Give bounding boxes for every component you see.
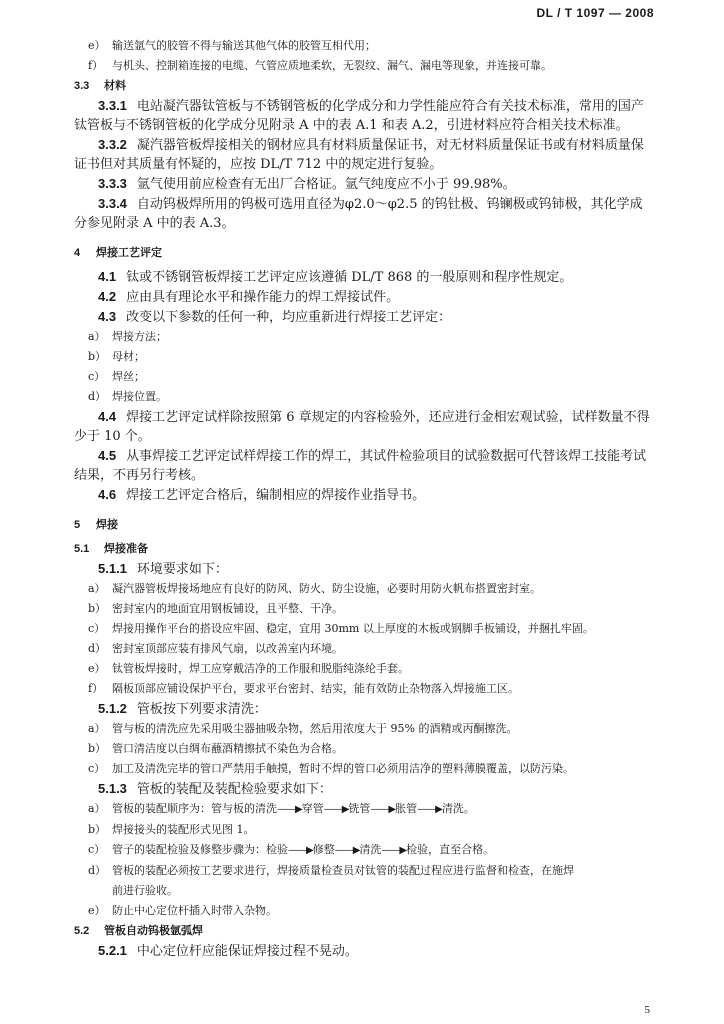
list-marker: d） — [88, 642, 107, 655]
list-item — [74, 719, 654, 739]
list-marker: e） — [88, 662, 106, 675]
clause-number: 5.1.1 — [98, 561, 127, 576]
list-text: 隔板顶部应铺设保护平台，要求平台密封、结实，能有效防止杂物落入焊接施工区。 — [112, 682, 519, 695]
list-marker: a） — [88, 330, 106, 343]
step-text: 修整 — [312, 843, 335, 856]
list-text-continued: 前进行验收。 — [112, 884, 178, 897]
clause-text: 应由具有理论水平和操作能力的焊工焊接试件。 — [126, 290, 400, 305]
section-title: 管板自动钨极氩弧焊 — [104, 925, 203, 937]
arrow-icon: ——▶ — [381, 845, 407, 856]
list-item — [74, 739, 654, 759]
clause-4-3 — [74, 307, 654, 327]
list-item — [74, 347, 654, 367]
document-body — [74, 36, 654, 961]
arrow-icon: ——▶ — [334, 845, 360, 856]
section-number: 3.3 — [74, 80, 90, 92]
section-number: 5.1 — [74, 543, 90, 555]
clause-text: 电站凝汽器钛管板与不锈钢管板的化学成分和力学性能应符合有关技术标准，常用的国产钛管板与不锈钢管板的化学成分见附录 A 中的表 A.1 和表 A.2，引进材料应符合相关技术标准。 — [74, 99, 644, 133]
clause-text: 凝汽器管板焊接相关的钢材应具有材料质量保证书，对无材料质量保证书或有材料质量保证书但对其质量有怀疑的，应按 DL/T 712 中的规定进行复验。 — [74, 138, 644, 172]
chapter-title: 焊接 — [96, 519, 118, 531]
clause-text: 焊接工艺评定试样除按照第 6 章规定的内容检验外，还应进行金相宏观试验，试样数量不得少于 10 个。 — [74, 410, 650, 444]
list-text: 焊接接头的装配形式见图 1。 — [112, 823, 255, 836]
list-item — [74, 759, 654, 779]
list-marker: e） — [88, 904, 106, 917]
chapter-heading-4 — [74, 243, 654, 263]
section-heading-5-2 — [74, 921, 654, 941]
list-marker: c） — [88, 843, 106, 856]
clause-5-1-1 — [74, 559, 654, 579]
list-item — [74, 599, 654, 619]
list-text: 管板的装配必须按工艺要求进行，焊接质量检查员对钛管的装配过程应进行监督和检查，在施焊 — [112, 864, 574, 877]
list-text: 管与板的清洗应先采用吸尘器抽吸杂物，然后用浓度大于 95% 的酒精或丙酮擦洗。 — [112, 722, 518, 735]
list-item — [74, 579, 654, 599]
list-text: 密封室顶部应装有排风气扇，以改善室内环境。 — [112, 642, 343, 655]
arrow-icon: ——▶ — [370, 804, 396, 815]
list-text: 焊丝； — [112, 370, 145, 383]
clause-number: 5.2.1 — [98, 943, 127, 958]
list-marker: f） — [88, 59, 104, 72]
arrow-icon: ——▶ — [323, 804, 349, 815]
list-text: 加工及清洗完毕的管口严禁用手触摸，暂时不焊的管口必须用洁净的塑料薄膜覆盖，以防污染。 — [112, 762, 574, 775]
list-item — [74, 36, 654, 56]
list-item — [74, 327, 654, 347]
clause-number: 3.3.3 — [98, 176, 127, 191]
list-marker: b） — [88, 823, 107, 836]
list-marker: e） — [88, 39, 106, 52]
list-text: 管口清洁度以白绸布蘸酒精擦拭不染色为合格。 — [112, 742, 343, 755]
step-text: 检验 — [266, 843, 288, 856]
step-text: 清洗 — [359, 843, 382, 856]
list-item — [74, 679, 654, 699]
clause-3-3-1 — [74, 96, 654, 135]
clause-text: 从事焊接工艺评定试样焊接工作的焊工，其试件检验项目的试验数据可代替该焊工技能考试结果，不再另行考核。 — [74, 449, 647, 483]
clause-text: 焊接工艺评定合格后，编制相应的焊接作业指导书。 — [126, 488, 426, 503]
step-text: 清洗。 — [441, 802, 475, 815]
list-text: 输送氩气的胶管不得与输送其他气体的胶管互相代用； — [112, 39, 376, 52]
list-marker: b） — [88, 602, 107, 615]
clause-3-3-3 — [74, 174, 654, 194]
list-marker: d） — [88, 390, 107, 403]
clause-5-1-2 — [74, 699, 654, 719]
chapter-title: 焊接工艺评定 — [96, 247, 162, 259]
list-marker: c） — [88, 622, 106, 635]
list-text: 与机头、控制箱连接的电缆、气管应质地柔软，无裂纹、漏气、漏电等现象，并连接可靠。 — [112, 59, 552, 72]
list-item — [74, 619, 654, 639]
clause-4-5 — [74, 446, 654, 485]
section-title: 焊接准备 — [104, 543, 148, 555]
step-text: 穿管 — [301, 802, 324, 815]
clause-number: 4.3 — [98, 309, 117, 324]
chapter-number: 4 — [74, 247, 81, 259]
list-item — [74, 659, 654, 679]
list-marker: c） — [88, 762, 106, 775]
list-marker: f） — [88, 682, 104, 695]
clause-3-3-2 — [74, 135, 654, 174]
clause-number: 3.3.2 — [98, 137, 127, 152]
clause-text: 改变以下参数的任何一种，均应重新进行焊接工艺评定： — [126, 310, 452, 325]
chapter-heading-5 — [74, 515, 654, 535]
section-heading-3-3 — [74, 76, 654, 96]
list-text: 焊接方法； — [112, 330, 167, 343]
list-item — [74, 367, 654, 387]
list-marker: c） — [88, 370, 106, 383]
standard-header: DL / T 1097 — 2008 — [536, 6, 654, 20]
clause-text: 中心定位杆应能保证焊接过程不晃动。 — [136, 944, 358, 959]
page-number: 5 — [644, 1004, 650, 1016]
arrow-icon: ——▶ — [417, 804, 442, 815]
clause-number: 5.1.2 — [98, 701, 127, 716]
clause-number: 4.5 — [98, 448, 117, 463]
clause-number: 4.1 — [98, 269, 117, 284]
clause-number: 4.6 — [98, 487, 117, 502]
section-number: 5.2 — [74, 925, 90, 937]
clause-number: 5.1.3 — [98, 781, 127, 796]
clause-text: 钛或不锈钢管板焊接工艺评定应该遵循 DL/T 868 的一般原则和程序性规定。 — [126, 270, 573, 285]
clause-number: 3.3.4 — [98, 196, 127, 211]
clause-text: 环境要求如下： — [136, 562, 228, 577]
clause-text: 管板的装配及装配检验要求如下： — [136, 782, 332, 797]
chapter-number: 5 — [74, 519, 81, 531]
clause-4-4 — [74, 407, 654, 446]
clause-number: 4.4 — [98, 409, 117, 424]
list-text: 防止中心定位杆插入时带入杂物。 — [112, 904, 277, 917]
clause-text: 氩气使用前应检查有无出厂合格证。氩气纯度应不小于 99.98%。 — [136, 177, 516, 192]
list-item — [74, 639, 654, 659]
clause-5-2-1 — [74, 941, 654, 961]
list-marker: a） — [88, 722, 106, 735]
clause-4-6 — [74, 485, 654, 505]
list-item — [74, 799, 654, 820]
clause-number: 4.2 — [98, 289, 117, 304]
clause-3-3-4 — [74, 194, 654, 233]
clause-text: 自动钨极焊所用的钨极可选用直径为φ2.0～φ2.5 的钨钍极、钨镧极或钨铈极，其化学成分参见附录 A 中的表 A.3。 — [74, 197, 643, 231]
list-item — [74, 56, 654, 76]
list-item — [74, 840, 654, 861]
arrow-icon: ——▶ — [288, 845, 313, 856]
section-title: 材料 — [104, 80, 126, 92]
list-item — [74, 387, 654, 407]
list-text: 密封室内的地面宜用钢板铺设，且平整、干净。 — [112, 602, 343, 615]
list-marker: b） — [88, 742, 107, 755]
list-text: 管板的装配顺序为： — [112, 802, 211, 815]
list-text: 焊接用操作平台的搭设应牢固、稳定，宜用 30mm 以上厚度的木板或钢脚手板铺设，并捆扎牢固。 — [112, 622, 594, 635]
list-item — [74, 861, 654, 901]
arrow-icon: ——▶ — [277, 804, 302, 815]
list-marker: b） — [88, 350, 107, 363]
list-text: 焊接位置。 — [112, 390, 167, 403]
clause-text: 管板按下列要求清洗： — [136, 702, 267, 717]
list-marker: a） — [88, 582, 106, 595]
list-text: 凝汽器管板焊接场地应有良好的防风、防火、防尘设施，必要时用防火帆布搭置密封室。 — [112, 582, 541, 595]
step-text: 检验，直至合格。 — [406, 843, 495, 856]
clause-4-1 — [74, 267, 654, 287]
list-item — [74, 901, 654, 921]
step-text: 管与板的清洗 — [211, 802, 277, 815]
clause-number: 3.3.1 — [98, 98, 127, 113]
clause-4-2 — [74, 287, 654, 307]
step-text: 铣管 — [348, 802, 371, 815]
list-text: 管子的装配检验及修整步骤为： — [112, 843, 266, 856]
list-item — [74, 820, 654, 840]
list-marker: d） — [88, 864, 107, 877]
clause-5-1-3 — [74, 779, 654, 799]
step-text: 胀管 — [395, 802, 418, 815]
section-heading-5-1 — [74, 539, 654, 559]
list-marker: a） — [88, 802, 106, 815]
list-text: 母材； — [112, 350, 145, 363]
list-text: 钛管板焊接时，焊工应穿戴洁净的工作服和脱脂纯涤纶手套。 — [112, 662, 409, 675]
